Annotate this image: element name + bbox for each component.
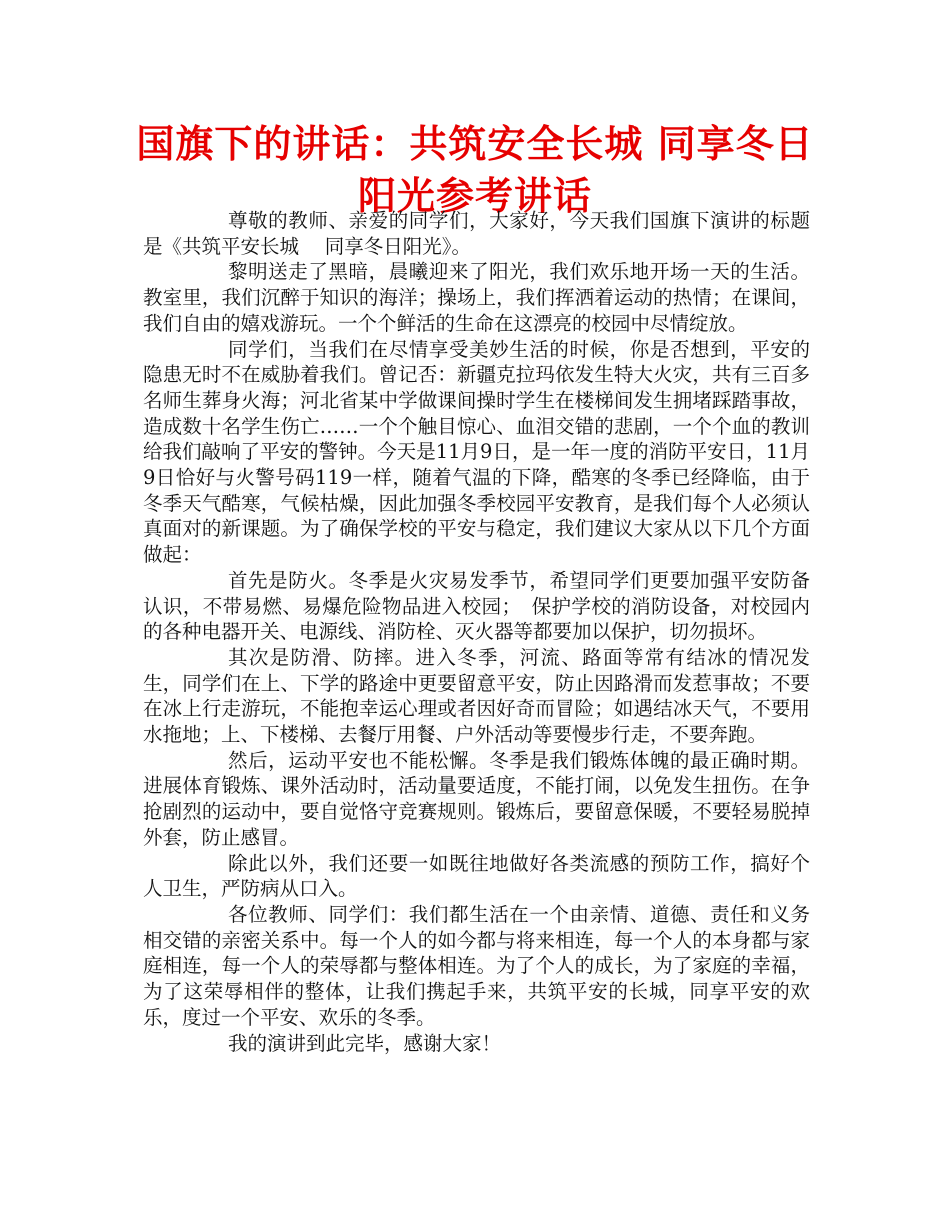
paragraph-sports-safety: 然后，运动平安也不能松懈。冬季是我们锻炼体魄的最正确时期。进展体育锻炼、课外活动时，活动量要适度，不能打闹，以免发生扭伤。在争抢剧烈的运动中，要自觉恪守竞赛规则。锻炼后，要留意保暖，不要轻易脱掉外套，防止感冒。 <box>143 748 810 849</box>
paragraph-hazards: 同学们，当我们在尽情享受美妙生活的时候，你是否想到，平安的隐患无时不在威胁着我们。曾记否：新疆克拉玛依发生特大火灾，共有三百多名师生葬身火海；河北省某中学做课间操时学生在楼梯间发生拥堵踩踏事故，造成数十名学生伤亡……一个个触目惊心、血泪交错的悲剧，一个个血的教训给我们敲响了平安的警钟。今天是11月9日，是一年一度的消防平安日，11月9日恰好与火警号码119一样，随着气温的下降，酷寒的冬季已经降临，由于冬季天气酷寒，气候枯燥，因此加强冬季校园平安教育，是我们每个人必须认真面对的新课题。为了确保学校的平安与稳定，我们建议大家从以下几个方面做起： <box>143 337 810 567</box>
paragraph-slip-prevention: 其次是防滑、防摔。进入冬季，河流、路面等常有结冰的情况发生，同学们在上、下学的路途中更要留意平安，防止因路滑而发惹事故；不要在冰上行走游玩，不能抱幸运心理或者因好奇而冒险；如遇结冰天气，不要用水拖地；上、下楼梯、去餐厅用餐、户外活动等要慢步行走，不要奔跑。 <box>143 645 810 747</box>
paragraph-fire-prevention: 首先是防火。冬季是火灾易发季节，希望同学们更要加强平安防备认识，不带易燃、易爆危险物品进入校园； 保护学校的消防设备，对校园内的各种电器开关、电源线、消防栓、灭火器等都要加以保护，切勿损坏。 <box>143 568 810 644</box>
paragraph-greeting: 尊敬的教师、亲爱的同学们，大家好，今天我们国旗下演讲的标题是《共筑平安长城 同享冬日阳光》。 <box>143 209 810 258</box>
paragraph-call-to-action: 各位教师、同学们：我们都生活在一个由亲情、道德、责任和义务相交错的亲密关系中。每一个人的如今都与将来相连，每一个人的本身都与家庭相连，每一个人的荣辱都与整体相连。为了个人的成长，为了家庭的幸福，为了这荣辱相伴的整体，让我们携起手来，共筑平安的长城，同享平安的欢乐，度过一个平安、欢乐的冬季。 <box>143 902 810 1029</box>
paragraph-closing: 我的演讲到此完毕，感谢大家！ <box>228 1031 502 1055</box>
paragraph-morning: 黎明送走了黑暗，晨曦迎来了阳光，我们欢乐地开场一天的生活。教室里，我们沉醉于知识的海洋；操场上，我们挥洒着运动的热情；在课间，我们自由的嬉戏游玩。一个个鲜活的生命在这漂亮的校园中尽情绽放。 <box>143 260 810 335</box>
document-body <box>143 208 810 1056</box>
document-title: 国旗下的讲话：共筑安全长城 同享冬日阳光参考讲话 <box>136 122 814 218</box>
paragraph-flu-prevention: 除此以外，我们还要一如既往地做好各类流感的预防工作，搞好个人卫生，严防病从口入。 <box>143 851 810 901</box>
